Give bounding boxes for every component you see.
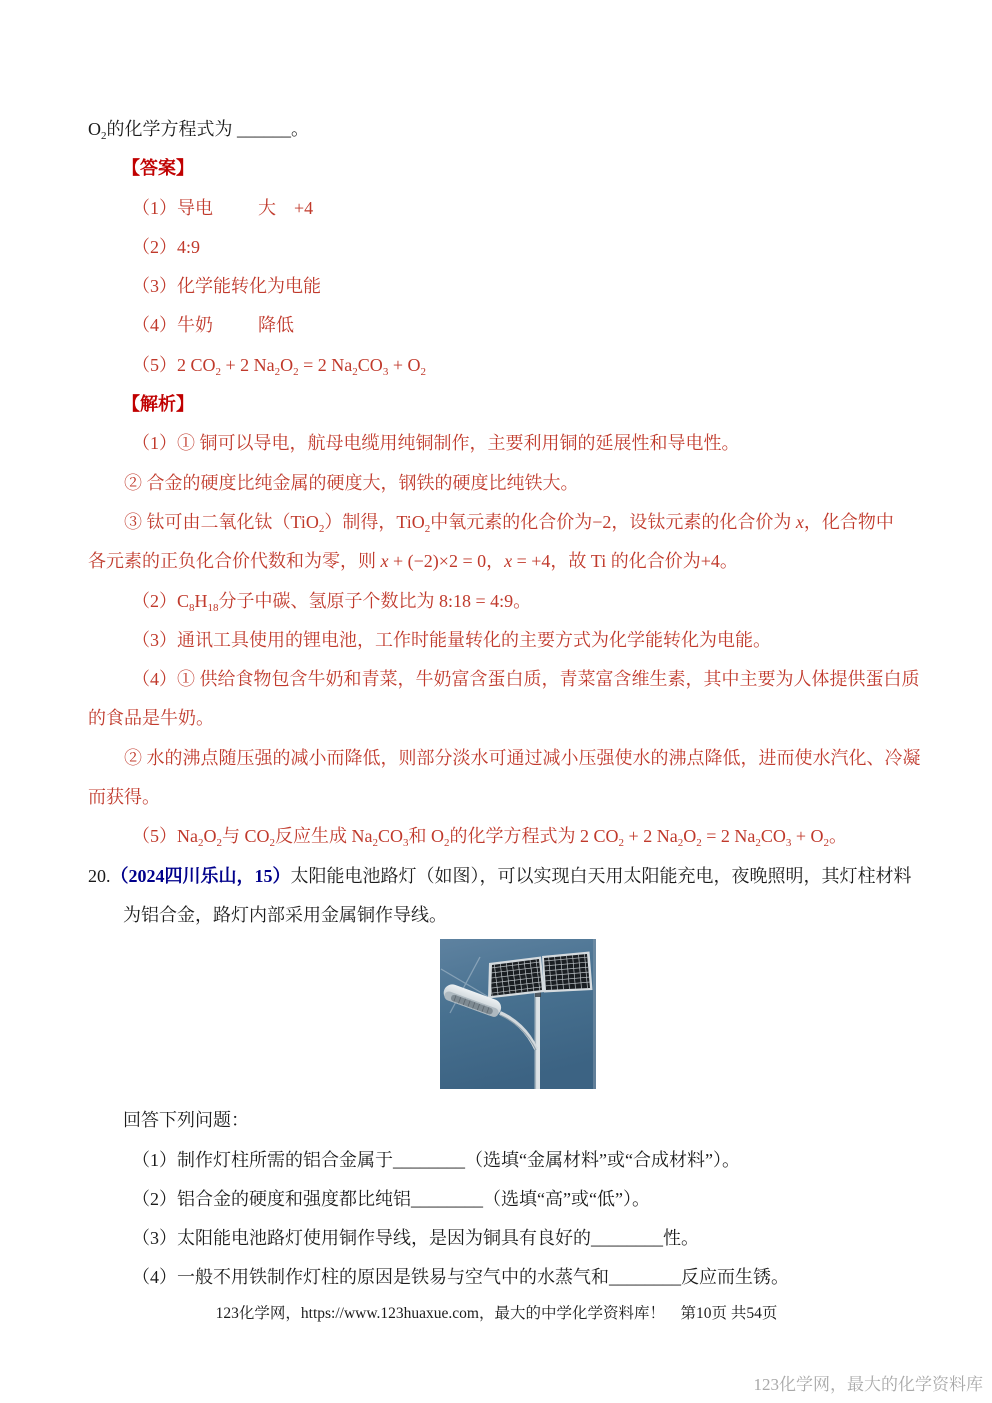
- text-segment: x: [795, 511, 804, 532]
- text-segment: 与 CO: [222, 826, 270, 847]
- text-segment: 18: [207, 601, 219, 614]
- text-segment: 。: [829, 826, 847, 847]
- footer-text: 123化学网，https://www.123huaxue.com，最大的中学化学资料库！ 第10页 共54页: [215, 1304, 778, 1322]
- text-segment: 各元素的正负化合价代数和为零，则: [88, 551, 381, 572]
- analysis-5: [88, 817, 905, 856]
- analysis-1-3b: [88, 542, 905, 581]
- text-segment: 3: [382, 365, 389, 378]
- text-segment: 2: [420, 365, 426, 378]
- text-segment: 2: [696, 837, 702, 850]
- analysis-4-1b: [88, 699, 905, 738]
- text-segment: 降低: [258, 315, 294, 336]
- question-20-sub-4: [88, 1258, 905, 1297]
- text-segment: 。: [291, 119, 309, 139]
- document-text-bottom: [88, 1101, 905, 1297]
- text-segment: 2: [269, 837, 276, 850]
- answer-item-5: [88, 346, 905, 385]
- analysis-4-2b: [88, 778, 905, 817]
- answer-item-2: [88, 228, 905, 267]
- question-20-prompt: [88, 1101, 905, 1140]
- text-segment: 2: [755, 837, 761, 850]
- text-segment: + O: [388, 354, 421, 375]
- text-segment: （3）通讯工具使用的锂电池，工作时能量转化的主要方式为化学能转化为电能。: [132, 629, 771, 650]
- text-segment: （1）① 铜可以导电，航母电缆用纯铜制作，主要利用铜的延展性和导电性。: [132, 433, 740, 454]
- text-segment: O: [683, 826, 697, 847]
- text-segment: O: [88, 119, 101, 139]
- text-segment: O: [280, 354, 294, 375]
- text-segment: 的化学方程式为 2 CO: [449, 826, 619, 847]
- text-segment: 2: [215, 365, 222, 378]
- text-segment: H: [194, 590, 208, 611]
- text-segment: 3: [785, 837, 792, 850]
- question-20-sub-3: [88, 1219, 905, 1258]
- text-segment: 的食品是牛奶。: [88, 708, 214, 729]
- text-segment: ② 合金的硬度比纯金属的硬度大，钢铁的硬度比纯铁大。: [124, 472, 579, 493]
- text-segment: 2: [198, 837, 204, 850]
- answer-header: [88, 149, 905, 188]
- text-segment: （4）一般不用铁制作灯柱的原因是铁易与空气中的水蒸气和________反应而生锈。: [132, 1267, 789, 1288]
- text-segment: 回答下列问题：: [123, 1110, 249, 1131]
- text-segment: （1）制作灯柱所需的铝合金属于________（选填“金属材料”或“合成材料”）。: [132, 1149, 740, 1170]
- text-segment: 2: [101, 130, 107, 142]
- text-segment: x: [504, 551, 513, 572]
- text-segment: 【解析】: [122, 394, 194, 415]
- text-segment: 2: [372, 837, 379, 850]
- text-segment: ，化合物中: [803, 511, 894, 532]
- text-segment: 2: [677, 837, 684, 850]
- text-segment: 和 O: [408, 826, 445, 847]
- text-segment: 2: [823, 837, 829, 850]
- text-segment: 反应生成 Na: [275, 826, 373, 847]
- text-segment: + 2 Na: [624, 826, 678, 847]
- text-segment: 2: [293, 365, 299, 378]
- text-segment: + O: [791, 826, 824, 847]
- answer-item-3: [88, 267, 905, 306]
- text-segment: CO: [760, 826, 786, 847]
- question-20-sub-2: [88, 1180, 905, 1219]
- text-segment: （5）2 CO: [132, 354, 216, 375]
- analysis-3: [88, 621, 905, 660]
- answer-item-4: [88, 306, 905, 345]
- text-segment: 为铝合金，路灯内部采用金属铜作导线。: [123, 904, 447, 925]
- analysis-2: [88, 582, 905, 621]
- text-segment: 8: [189, 601, 195, 614]
- question-20-sub-1: [88, 1141, 905, 1180]
- text-segment: [213, 198, 258, 218]
- analysis-4-2a: [88, 739, 921, 778]
- text-segment: +4: [294, 197, 314, 218]
- text-segment: 2: [274, 365, 281, 378]
- text-segment: 太阳能电池路灯（如图），可以实现白天用太阳能充电，夜晚照明，其灯柱材料: [290, 865, 912, 886]
- document-text-top: [88, 110, 921, 935]
- text-segment: 【答案】: [122, 158, 194, 179]
- text-segment: 分子中碳、氢原子个数比为 8:18 = 4:9。: [218, 590, 532, 611]
- analysis-header: [88, 385, 905, 424]
- text-segment: 2: [352, 365, 358, 378]
- text-segment: 2: [216, 837, 222, 850]
- text-segment: + (−2)×2 = 0，: [388, 551, 505, 572]
- text-segment: 20.: [88, 865, 111, 886]
- text-segment: （3）太阳能电池路灯使用铜作导线，是因为铜具有良好的________性。: [132, 1228, 699, 1249]
- analysis-1-3a: [88, 503, 905, 542]
- text-segment: x: [380, 551, 389, 572]
- text-segment: 中氧元素的化合价为−2，设钛元素的化合价为: [430, 511, 796, 532]
- text-segment: ② 水的沸点随压强的减小而降低，则部分淡水可通过减小压强使水的沸点降低，进而使水汽化、冷凝: [124, 747, 921, 768]
- site-watermark: 123化学网，最大的化学资料库: [753, 1375, 983, 1394]
- text-segment: = 2 Na: [701, 826, 756, 847]
- text-segment: 2: [618, 837, 625, 850]
- text-segment: （1）导电: [132, 197, 213, 218]
- answer-item-1: [88, 189, 905, 228]
- text-segment: O: [203, 826, 217, 847]
- text-segment: + 2 Na: [221, 354, 275, 375]
- page-footer: [88, 1299, 905, 1329]
- text-segment: 2: [424, 522, 431, 535]
- text-segment: （4）① 供给食物包含牛奶和青菜，牛奶富含蛋白质，青菜富含维生素，其中主要为人体提供蛋白质: [132, 669, 920, 690]
- text-segment: （5）Na: [132, 826, 198, 847]
- text-segment: （2）C: [132, 590, 190, 611]
- text-segment: 2: [444, 837, 450, 850]
- text-segment: = +4，故 Ti 的化合价为+4。: [512, 551, 738, 572]
- text-segment: = 2 Na: [298, 354, 353, 375]
- text-segment: [213, 315, 258, 335]
- text-segment: 而获得。: [88, 787, 160, 808]
- text-segment: 的化学方程式为: [106, 119, 233, 139]
- analysis-1-2: [88, 464, 905, 503]
- text-segment: ）制得，TiO: [324, 511, 425, 532]
- analysis-1-1: [88, 424, 905, 463]
- intro-line: [88, 110, 905, 149]
- text-segment: [276, 198, 294, 218]
- solar-street-light-figure: [440, 939, 596, 1089]
- text-segment: ______: [232, 119, 291, 139]
- question-20-intro-line-1: [88, 857, 912, 896]
- text-segment: （2）4:9: [132, 236, 201, 257]
- text-segment: （2024四川乐山，15）: [110, 865, 291, 886]
- text-segment: （3）化学能转化为电能: [132, 276, 321, 297]
- text-segment: 2: [318, 522, 325, 535]
- text-segment: CO: [357, 354, 383, 375]
- text-segment: ③ 钛可由二氧化钛（TiO: [124, 511, 319, 532]
- text-segment: （4）牛奶: [132, 315, 213, 336]
- text-segment: （2）铝合金的硬度和强度都比纯铝________（选填“高”或“低”）。: [132, 1188, 650, 1209]
- solar-street-light-photo: [440, 939, 596, 1089]
- text-segment: 大: [258, 197, 276, 218]
- question-20-intro-line-2: [88, 896, 905, 935]
- analysis-4-1a: [88, 660, 920, 699]
- text-segment: CO: [378, 826, 404, 847]
- text-segment: 3: [403, 837, 409, 850]
